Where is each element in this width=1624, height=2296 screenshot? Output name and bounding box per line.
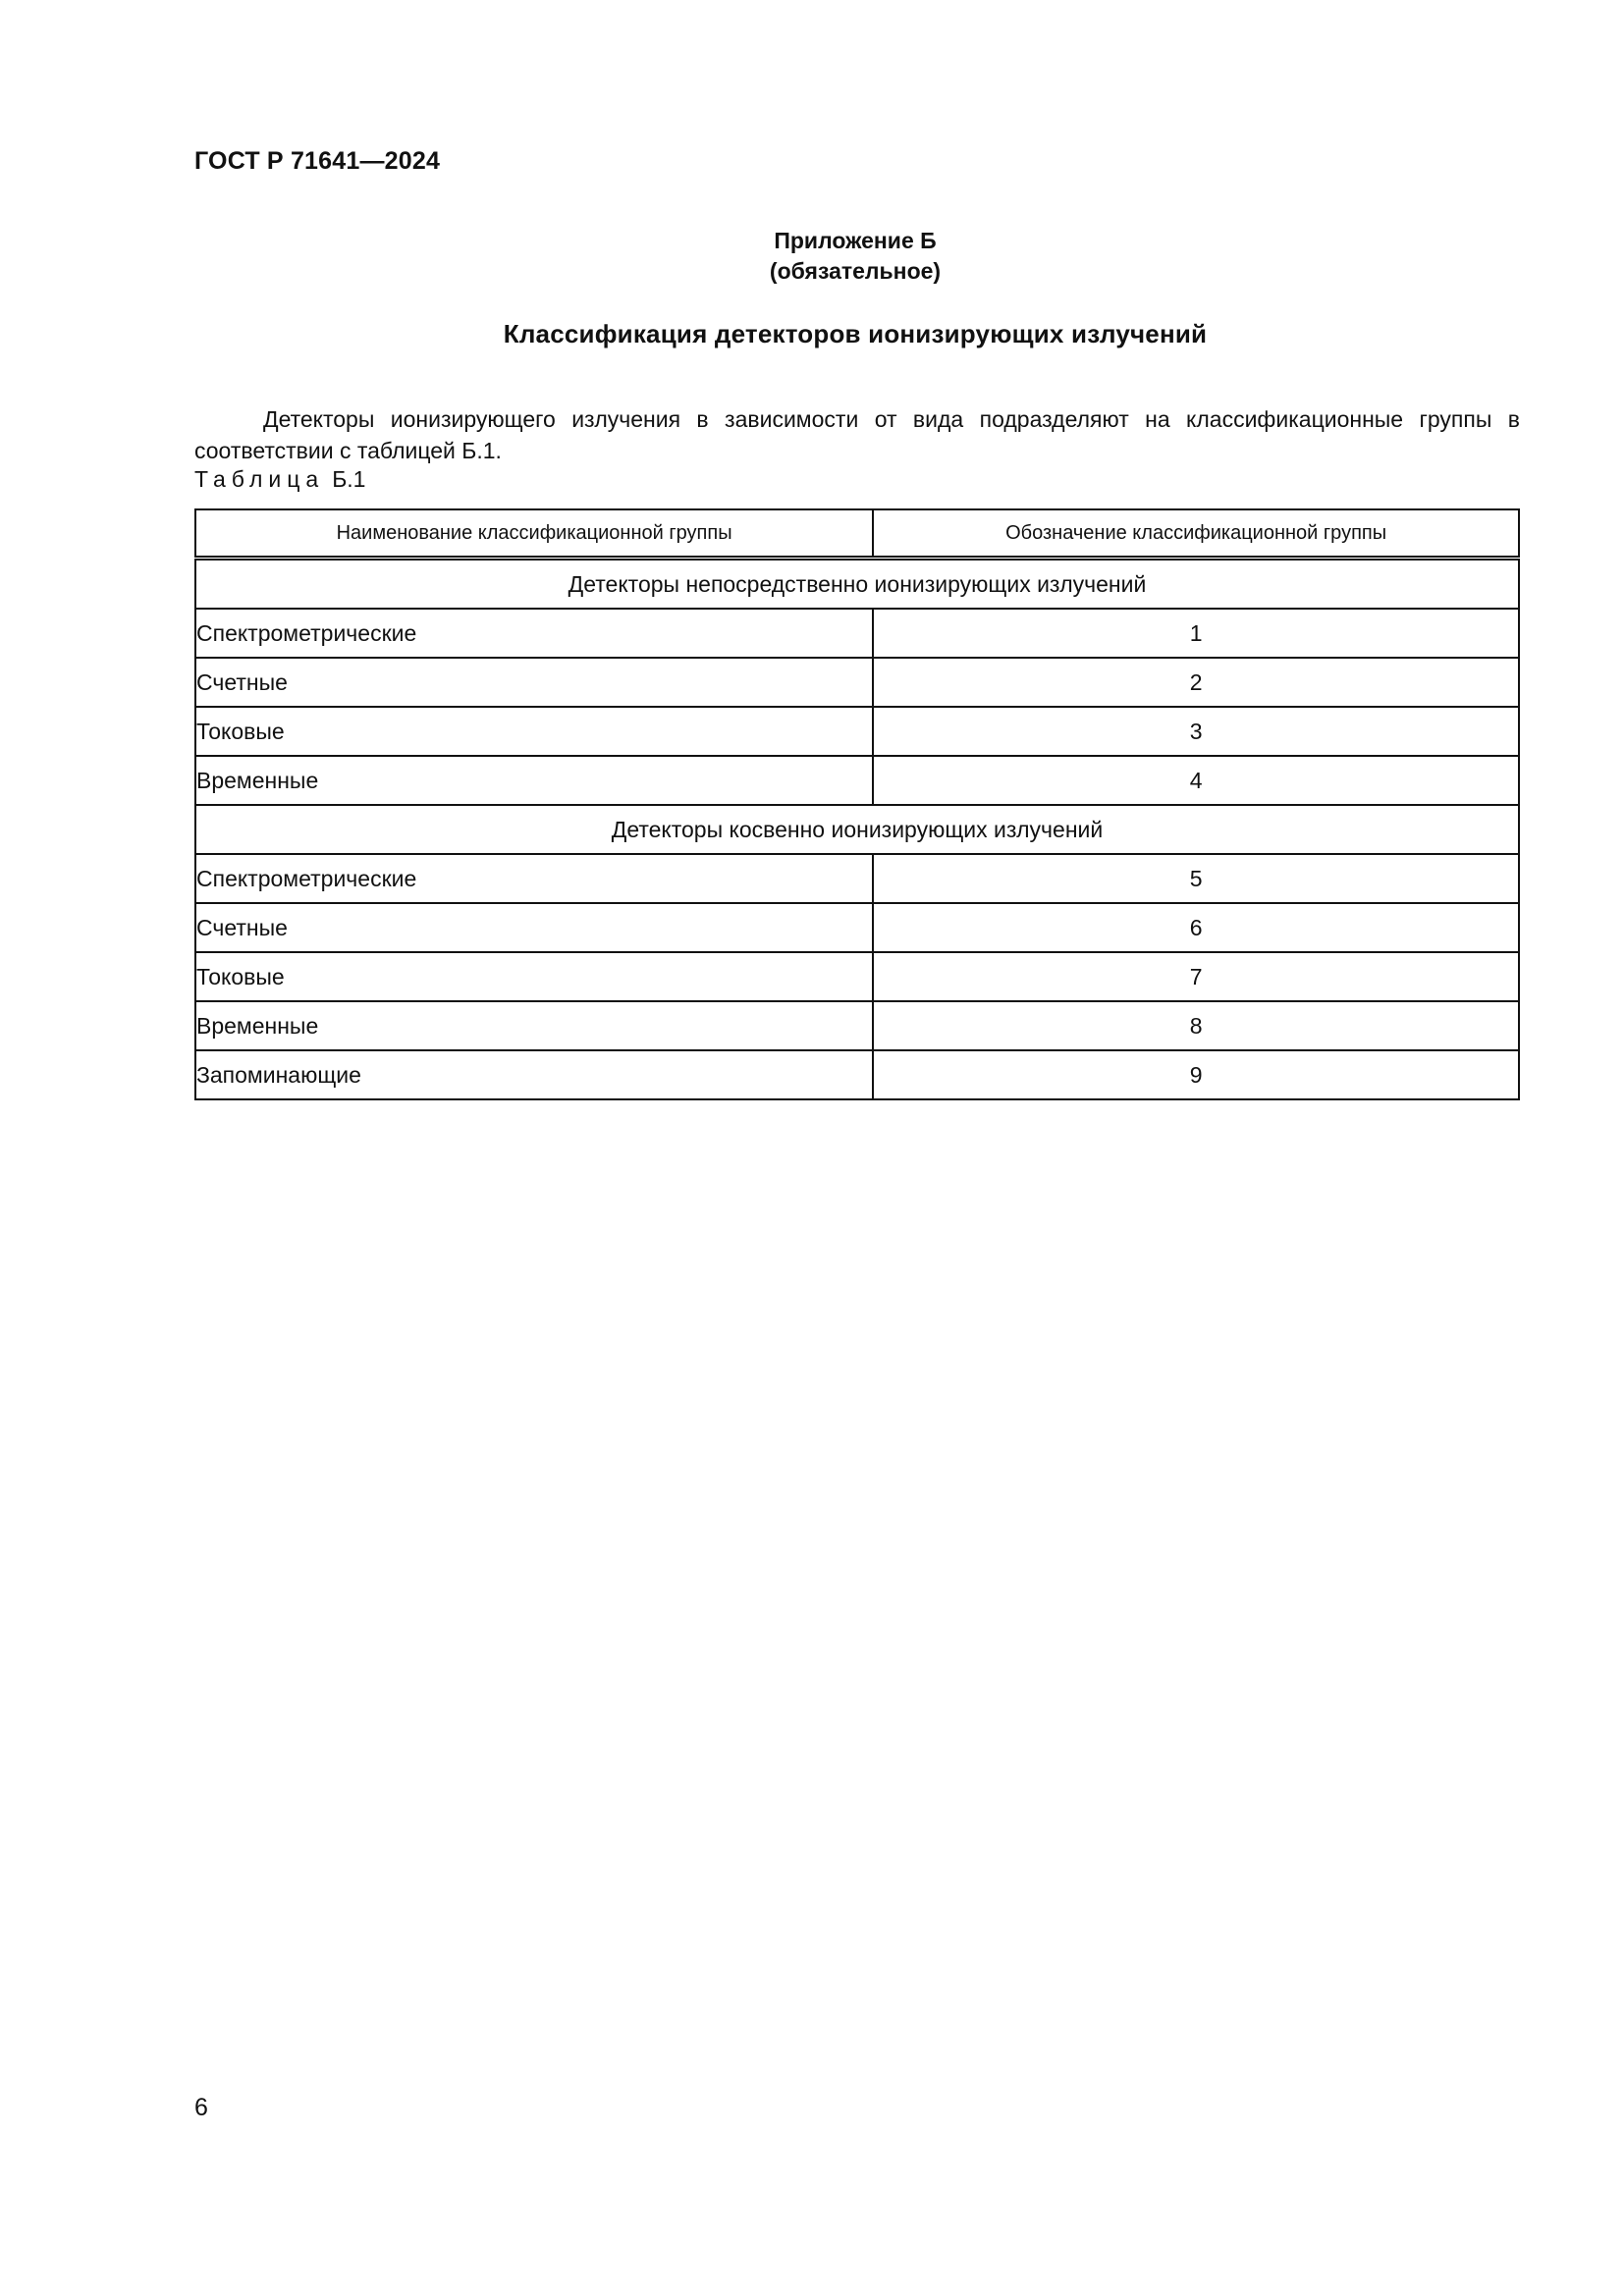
table-row: [195, 952, 1519, 1001]
row-code: 7: [873, 952, 1519, 1001]
row-name: Временные: [195, 1001, 873, 1050]
group-title-indirect: Детекторы косвенно ионизирующих излучений: [195, 805, 1519, 854]
table-row: [195, 903, 1519, 952]
table-caption: [194, 466, 365, 493]
row-code: 8: [873, 1001, 1519, 1050]
appendix-title: Приложение Б: [774, 228, 937, 253]
row-name: Токовые: [195, 952, 873, 1001]
row-name: Спектрометрические: [195, 854, 873, 903]
row-code: 2: [873, 658, 1519, 707]
table-row: [195, 1001, 1519, 1050]
row-name: Спектрометрические: [195, 609, 873, 658]
table-caption-word: Таблица: [194, 466, 325, 492]
row-name: Запоминающие: [195, 1050, 873, 1099]
row-code: 9: [873, 1050, 1519, 1099]
row-name: Временные: [195, 756, 873, 805]
row-code: 1: [873, 609, 1519, 658]
group-row: [195, 805, 1519, 854]
row-name: Токовые: [195, 707, 873, 756]
document-code: ГОСТ Р 71641—2024: [194, 147, 441, 175]
row-code: 6: [873, 903, 1519, 952]
row-name: Счетные: [195, 903, 873, 952]
classification-table-wrapper: [194, 508, 1520, 1100]
table-row: [195, 658, 1519, 707]
page-number: 6: [194, 2094, 208, 2121]
column-header-code: Обозначение классификационной группы: [873, 509, 1519, 559]
row-code: 4: [873, 756, 1519, 805]
group-row: [195, 559, 1519, 610]
classification-table: [194, 508, 1520, 1100]
row-name: Счетные: [195, 658, 873, 707]
row-code: 3: [873, 707, 1519, 756]
column-header-name: Наименование классификационной группы: [195, 509, 873, 559]
intro-paragraph: Детекторы ионизирующего излучения в зависимости от вида подразделяют на классификационные группы в соответствии с таблицей Б.1.: [194, 406, 1520, 463]
table-row: [195, 609, 1519, 658]
table-caption-number: Б.1: [332, 466, 366, 492]
appendix-status: (обязательное): [769, 258, 942, 284]
row-code: 5: [873, 854, 1519, 903]
table-header-row: [195, 509, 1519, 559]
table-row: [195, 707, 1519, 756]
table-row: [195, 1050, 1519, 1099]
section-title: Классификация детекторов ионизирующих излучений: [503, 319, 1208, 348]
table-row: [195, 854, 1519, 903]
table-row: [195, 756, 1519, 805]
group-title-direct: Детекторы непосредственно ионизирующих излучений: [195, 559, 1519, 610]
